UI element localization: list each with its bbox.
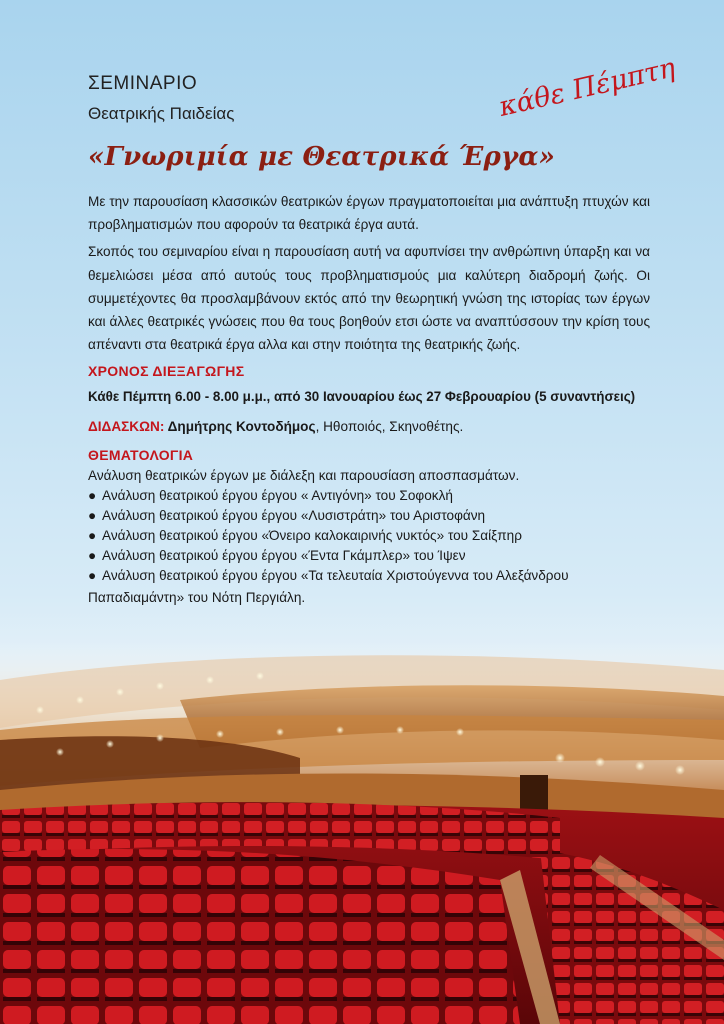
seminar-title: ΣΕΜΙΝΑΡΙΟ — [88, 73, 198, 94]
topics-heading: ΘΕΜΑΤΟΛΟΓΙΑ — [88, 447, 194, 464]
list-item — [88, 486, 650, 506]
schedule-note: κάθε Πέμπτη — [496, 52, 679, 123]
topic-text: Ανάλυση θεατρικού έργου «Όνειρο καλοκαιρινής νυκτός» του Σαίξπηρ — [102, 528, 522, 544]
theatre-hall-image — [0, 640, 724, 1024]
bullet-icon: ● — [88, 508, 97, 524]
list-item — [88, 506, 650, 526]
topic-text: Ανάλυση θεατρικού έργου έργου «Έντα Γκάμπλερ» του Ίψεν — [102, 548, 466, 564]
topic-text: Ανάλυση θεατρικού έργου έργου «Τα τελευταία Χριστούγεννα του Αλεξάνδρου — [102, 568, 569, 584]
schedule-details: Κάθε Πέμπτη 6.00 - 8.00 μ.μ., από 30 Ιανουαρίου έως 27 Φεβρουαρίου (5 συναντήσεις) — [88, 389, 636, 405]
instructor-name: Δημήτρης Κοντοδήμος — [167, 419, 316, 435]
seminar-subtitle: Θεατρικής Παιδείας — [88, 104, 235, 123]
instructor-line — [88, 416, 650, 438]
description-paragraph-1: Με την παρουσίαση κλασσικών θεατρικών έργων πραγματοποιείται μια ανάπτυξη πτυχών και προβληματισμών που αφορούν τα θεατρικά έργα αυτά. — [88, 194, 650, 233]
topic-text: Ανάλυση θεατρικού έργου έργου « Αντιγόνη» του Σοφοκλή — [102, 488, 453, 504]
topics-intro: Ανάλυση θεατρικών έργων με διάλεξη και παρουσίαση αποσπασμάτων. — [88, 468, 520, 484]
description-paragraph-2: Σκοπός του σεμιναρίου είναι η παρουσίαση αυτή να αφυπνίσει την ανθρώπινη ύπαρξη και να θεμελιώσει μέσα από αυτούς τους προβληματισμούς μια καλύτερη διαδρομή ζωής. Οι συμμετέχοντες θα προσλαμβάνουν εκτός από την θεωρητική γνώση της ιστορίας των έργων και άλλες θεατρικές γνώσεις που θα τους βοηθούν ετσι ώστε να αναπτύσσουν την κρίση τους απέναντι στα θεατρικά έργα αλλα και στην ποιότητα της θεατρικής ζωής. — [88, 244, 650, 353]
flyer-body — [88, 190, 650, 610]
instructor-colon: : — [159, 419, 168, 435]
bullet-icon: ● — [88, 548, 97, 564]
bullet-icon: ● — [88, 488, 97, 504]
list-item — [88, 546, 650, 566]
schedule-heading: ΧΡΟΝΟΣ ΔΙΕΞΑΓΩΓΗΣ — [88, 363, 245, 380]
topics-list — [88, 486, 650, 586]
topic-continuation: Παπαδιαμάντη» του Νότη Περγιάλη. — [88, 590, 306, 606]
course-title: «Γνωριμία με Θεατρικά Έργα» — [88, 142, 556, 172]
instructor-role: , Ηθοποιός, Σκηνοθέτης. — [315, 419, 464, 435]
instructor-label: ΔΙΔΑΣΚΩΝ — [88, 419, 160, 435]
bullet-icon: ● — [88, 568, 97, 584]
seats-near — [0, 849, 520, 1024]
topic-text: Ανάλυση θεατρικού έργου έργου «Λυσιστράτη» του Αριστοφάνη — [102, 508, 486, 524]
bullet-icon: ● — [88, 528, 97, 544]
list-item — [88, 566, 650, 586]
list-item — [88, 526, 650, 546]
